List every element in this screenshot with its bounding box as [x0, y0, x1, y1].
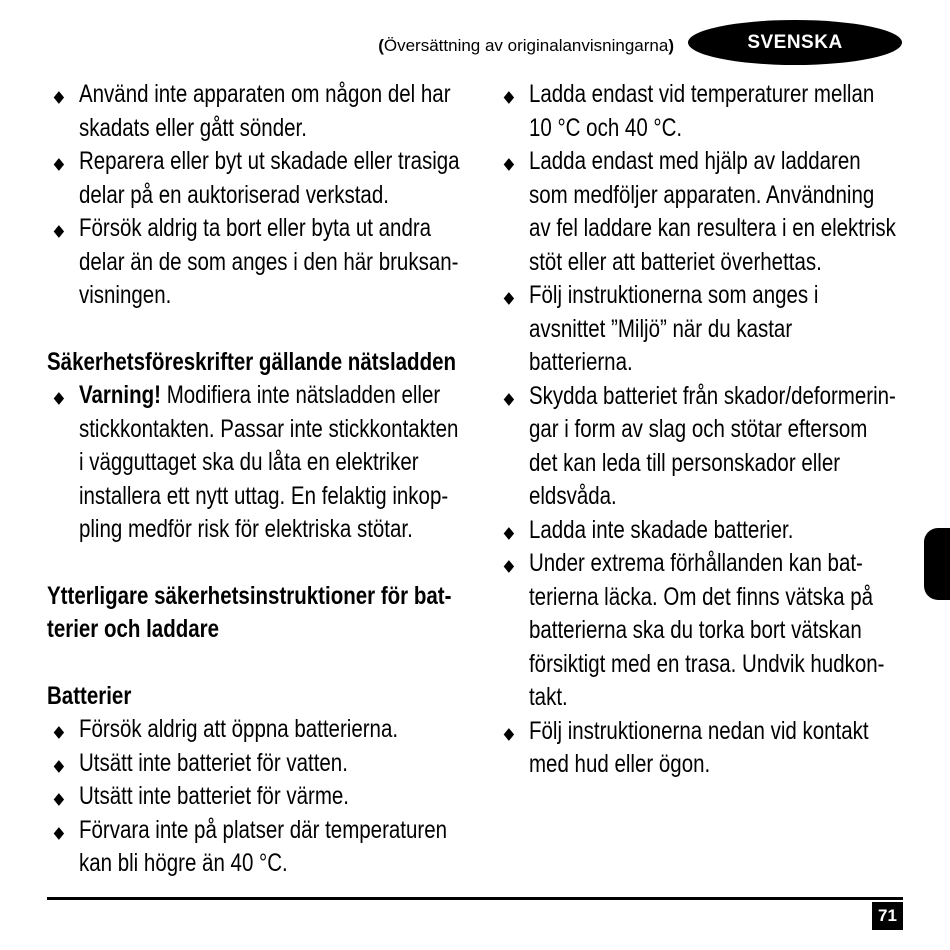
- list-item-text: Ladda endast vid temperaturer mellan 10 °C och 40 °C.: [528, 80, 875, 142]
- list-item: [47, 78, 467, 145]
- paren-open: (: [378, 36, 384, 55]
- diamond-bullet-icon: [54, 392, 64, 405]
- diamond-bullet-icon: [54, 225, 64, 238]
- list-item-text: Följ instruktionerna som anges i avsnittet ”Miljö” när du kastar batterierna.: [528, 281, 819, 376]
- list-item-text: Utsätt inte batteriet för värme.: [78, 782, 350, 810]
- diamond-bullet-icon: [504, 292, 514, 305]
- left-column: [47, 78, 467, 881]
- warning-text: Modifiera inte nätsladden eller stickkontakten. Passar inte stickkontakten i vägguttaget ska du låta en elektriker installera ett nytt uttag. En felaktig inkop-pling medför risk för elektriska stötar.: [78, 381, 459, 543]
- diamond-bullet-icon: [54, 760, 64, 773]
- diamond-bullet-icon: [54, 158, 64, 171]
- paren-close: ): [668, 36, 674, 55]
- page-number: 71: [872, 902, 903, 930]
- list-item: [47, 212, 467, 313]
- diamond-bullet-icon: [54, 793, 64, 806]
- diamond-bullet-icon: [54, 827, 64, 840]
- list-item: [497, 547, 899, 715]
- list-item-text: Använd inte apparaten om någon del har skadats eller gått sönder.: [78, 80, 451, 142]
- list-item: [497, 715, 899, 782]
- list-item-text: Försök aldrig att öppna batterierna.: [78, 715, 399, 743]
- additional-safety-heading: Ytterligare säkerhetsinstruktioner för bat-terier och laddare: [47, 581, 452, 643]
- list-item: [497, 380, 899, 514]
- diamond-bullet-icon: [504, 158, 514, 171]
- list-item-text: Reparera eller byt ut skadade eller trasiga delar på en auktoriserad verkstad.: [78, 147, 460, 209]
- list-item: [47, 814, 467, 881]
- diamond-bullet-icon: [504, 560, 514, 573]
- mains-cable-heading: Säkerhetsföreskrifter gällande nätsladden: [47, 347, 457, 376]
- list-item: [497, 145, 899, 279]
- translation-note: [378, 36, 674, 56]
- list-item-text: Förvara inte på platser där temperaturen kan bli högre än 40 °C.: [78, 815, 448, 877]
- list-item: [497, 279, 899, 380]
- list-item-text: Ladda inte skadade batterier.: [528, 515, 794, 544]
- diamond-bullet-icon: [54, 91, 64, 104]
- list-item-text: Försök aldrig ta bort eller byta ut andra delar än de som anges i den här bruksan-visningen.: [78, 214, 459, 309]
- section-thumb-tab: [924, 528, 950, 600]
- list-item-text: Ladda endast med hjälp av laddaren som medföljer apparaten. Användning av fel laddare kan resultera i en elektrisk stöt eller att batteriet överhettas.: [528, 147, 896, 276]
- diamond-bullet-icon: [504, 393, 514, 406]
- footer-rule: [47, 897, 903, 900]
- list-item: [47, 780, 467, 814]
- list-item: [47, 145, 467, 212]
- list-item: [47, 713, 467, 747]
- warning-label: Varning!: [78, 381, 161, 409]
- diamond-bullet-icon: [504, 728, 514, 741]
- list-item: [497, 514, 899, 548]
- translation-note-text: Översättning av originalanvisningarna: [383, 36, 669, 55]
- diamond-bullet-icon: [504, 527, 514, 540]
- warning-item: [47, 379, 467, 547]
- list-item-text: Under extrema förhållanden kan bat-terierna läcka. Om det finns vätska på batterierna ska du torka bort vätskan försiktigt med en trasa. Undvik hudkon-takt.: [528, 549, 885, 711]
- list-item: [497, 78, 899, 145]
- diamond-bullet-icon: [54, 726, 64, 739]
- right-column: [497, 78, 899, 782]
- list-item-text: Skydda batteriet från skador/deformerin-gar i form av slag och stötar eftersom det kan leda till personskador eller eldsvåda.: [528, 381, 896, 510]
- list-item-text: Följ instruktionerna nedan vid kontakt med hud eller ögon.: [528, 716, 869, 778]
- diamond-bullet-icon: [504, 91, 514, 104]
- list-item: [47, 747, 467, 781]
- batteries-heading: Batterier: [47, 681, 132, 710]
- language-tab: SVENSKA: [688, 20, 902, 65]
- list-item-text: Utsätt inte batteriet för vatten.: [78, 748, 348, 777]
